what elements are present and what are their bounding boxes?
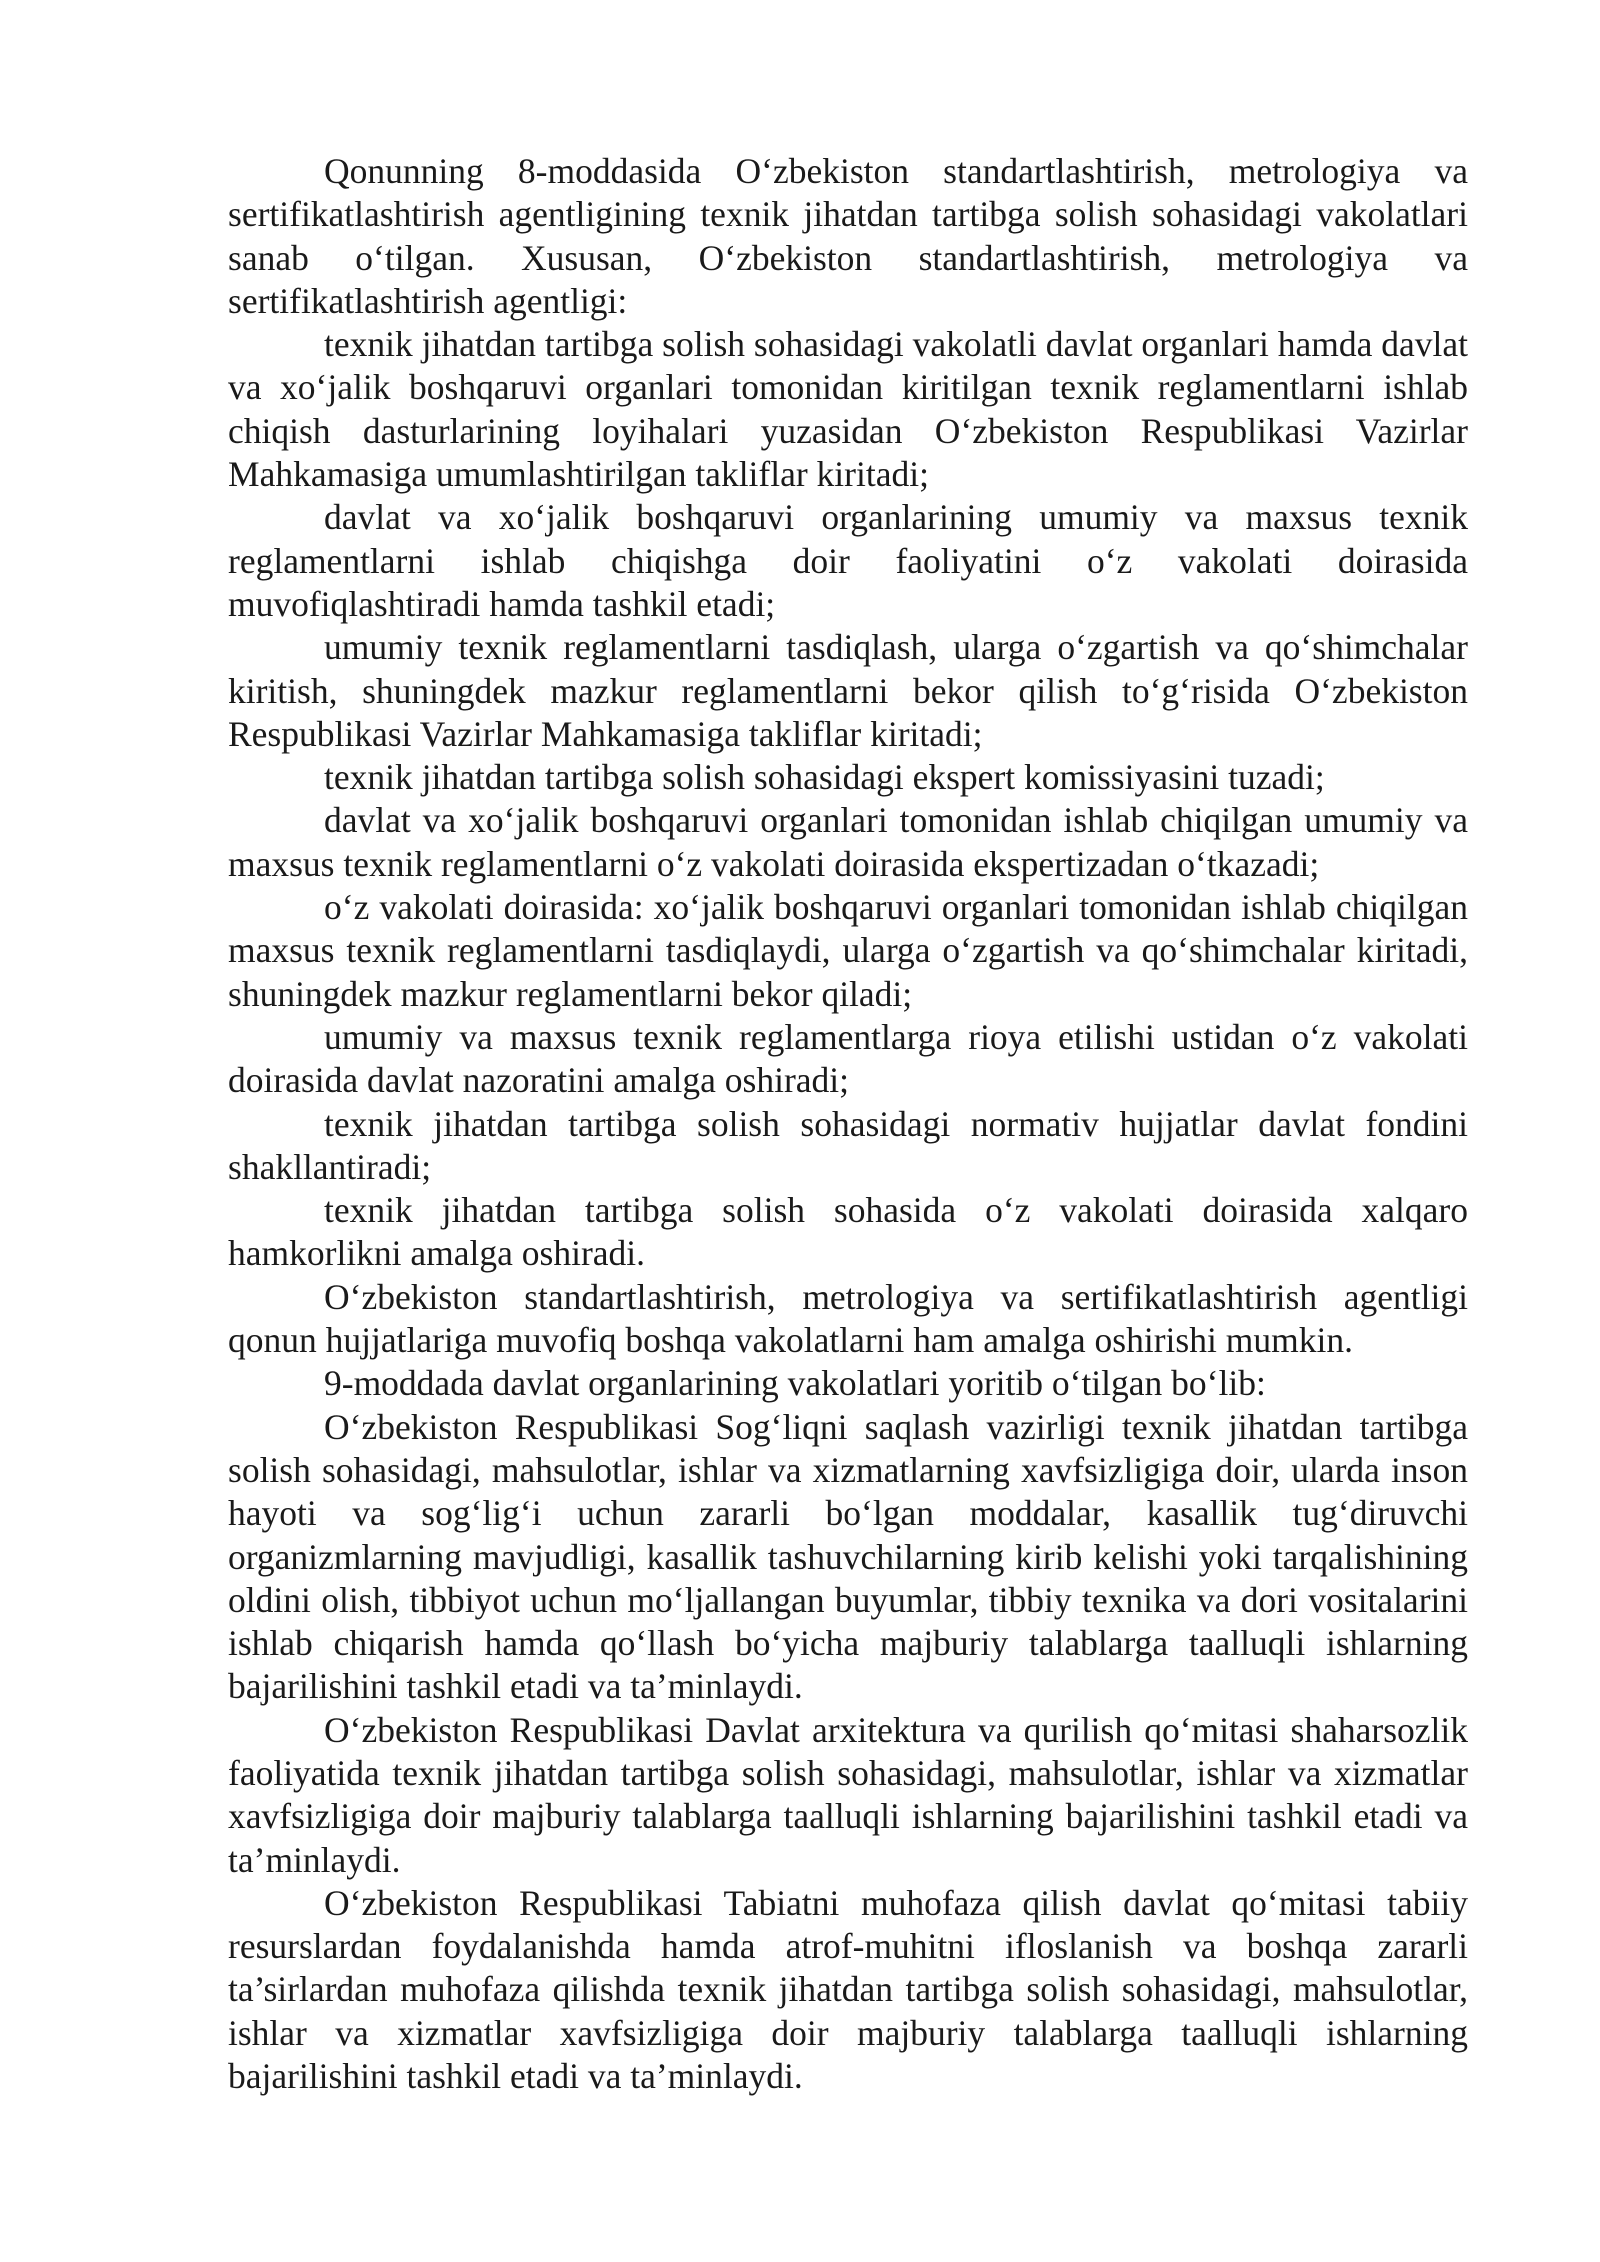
paragraph-12: 9-moddada davlat organlarining vakolatlari yoritib o‘tilgan bo‘lib: (324, 1363, 1266, 1404)
paragraph-3: davlat va xo‘jalik boshqaruvi organlarining umumiy va maxsus texnik reglamentlarni ishlab chiqishga doir faoliyatini o‘z vakolati doirasida muvofiqlashtiradi hamda tashkil etadi; (228, 497, 1468, 624)
document-page (228, 150, 1468, 2098)
paragraph-14: O‘zbekiston Respublikasi Davlat arxitektura va qurilish qo‘mitasi shaharsozlik faoliyatida texnik jihatdan tartibga solish sohasidagi, mahsulotlar, ishlar va xizmatlar xavfsizligiga doir majburiy talablarga taalluqli ishlarning bajarilishini tashkil etadi va ta’minlaydi. (228, 1709, 1468, 1880)
paragraph-7: o‘z vakolati doirasida: xo‘jalik boshqaruvi organlari tomonidan ishlab chiqilgan maxsus texnik reglamentlarni tasdiqlaydi, ularga o‘zgartish va qo‘shimchalar kiritadi, shuningdek mazkur reglamentlarni bekor qiladi; (228, 887, 1468, 1014)
paragraph-6: davlat va xo‘jalik boshqaruvi organlari tomonidan ishlab chiqilgan umumiy va maxsus texnik reglamentlarni o‘z vakolati doirasida ekspertizadan o‘tkazadi; (228, 800, 1468, 884)
paragraph-13: O‘zbekiston Respublikasi Sog‘liqni saqlash vazirligi texnik jihatdan tartibga solish sohasidagi, mahsulotlar, ishlar va xizmatlarning xavfsizligiga doir, ularda inson hayoti va sog‘lig‘i uchun zararli bo‘lgan moddalar, kasallik tug‘diruvchi organizmlarning mavjudligi, kasallik tashuvchilarning kirib kelishi yoki tarqalishining oldini olish, tibbiyot uchun mo‘ljallangan buyumlar, tibbiy texnika va dori vositalarini ishlab chiqarish hamda qo‘llash bo‘yicha majburiy talablarga taalluqli ishlarning bajarilishini tashkil etadi va ta’minlaydi. (228, 1406, 1468, 1707)
paragraph-2: texnik jihatdan tartibga solish sohasidagi vakolatli davlat organlari hamda davlat va xo‘jalik boshqaruvi organlari tomonidan kiritilgan texnik reglamentlarni ishlab chiqish dasturlarining loyihalari yuzasidan O‘zbekiston Respublikasi Vazirlar Mahkamasiga umumlashtirilgan takliflar kiritadi; (228, 324, 1468, 495)
paragraph-15: O‘zbekiston Respublikasi Tabiatni muhofaza qilish davlat qo‘mitasi tabiiy resurslardan foydalanishda hamda atrof-muhitni ifloslanish va boshqa zararli ta’sirlardan muhofaza qilishda texnik jihatdan tartibga solish sohasidagi, mahsulotlar, ishlar va xizmatlar xavfsizligiga doir majburiy talablarga taalluqli ishlarning bajarilishini tashkil etadi va ta’minlaydi. (228, 1882, 1468, 2097)
paragraph-1: Qonunning 8-moddasida O‘zbekiston standartlashtirish, metrologiya va sertifikatlashtirish agentligining texnik jihatdan tartibga solish sohasidagi vakolatlari sanab o‘tilgan. Xususan, O‘zbekiston standartlashtirish, metrologiya va sertifikatlashtirish agentligi: (228, 151, 1468, 321)
paragraph-8: umumiy va maxsus texnik reglamentlarga rioya etilishi ustidan o‘z vakolati doirasida davlat nazoratini amalga oshiradi; (228, 1016, 1468, 1101)
paragraph-11: O‘zbekiston standartlashtirish, metrologiya va sertifikatlashtirish agentligi qonun hujjatlariga muvofiq boshqa vakolatlarni ham amalga oshirishi mumkin. (228, 1276, 1468, 1361)
paragraph-10: texnik jihatdan tartibga solish sohasida o‘z vakolati doirasida xalqaro hamkorlikni amalga oshiradi. (228, 1190, 1468, 1274)
paragraph-5: texnik jihatdan tartibga solish sohasidagi ekspert komissiyasini tuzadi; (324, 757, 1325, 798)
paragraph-4: umumiy texnik reglamentlarni tasdiqlash, ularga o‘zgartish va qo‘shimchalar kiritish, shuningdek mazkur reglamentlarni bekor qilish to‘g‘risida O‘zbekiston Respublikasi Vazirlar Mahkamasiga takliflar kiritadi; (228, 627, 1468, 754)
paragraph-9: texnik jihatdan tartibga solish sohasidagi normativ hujjatlar davlat fondini shakllantiradi; (228, 1103, 1468, 1187)
